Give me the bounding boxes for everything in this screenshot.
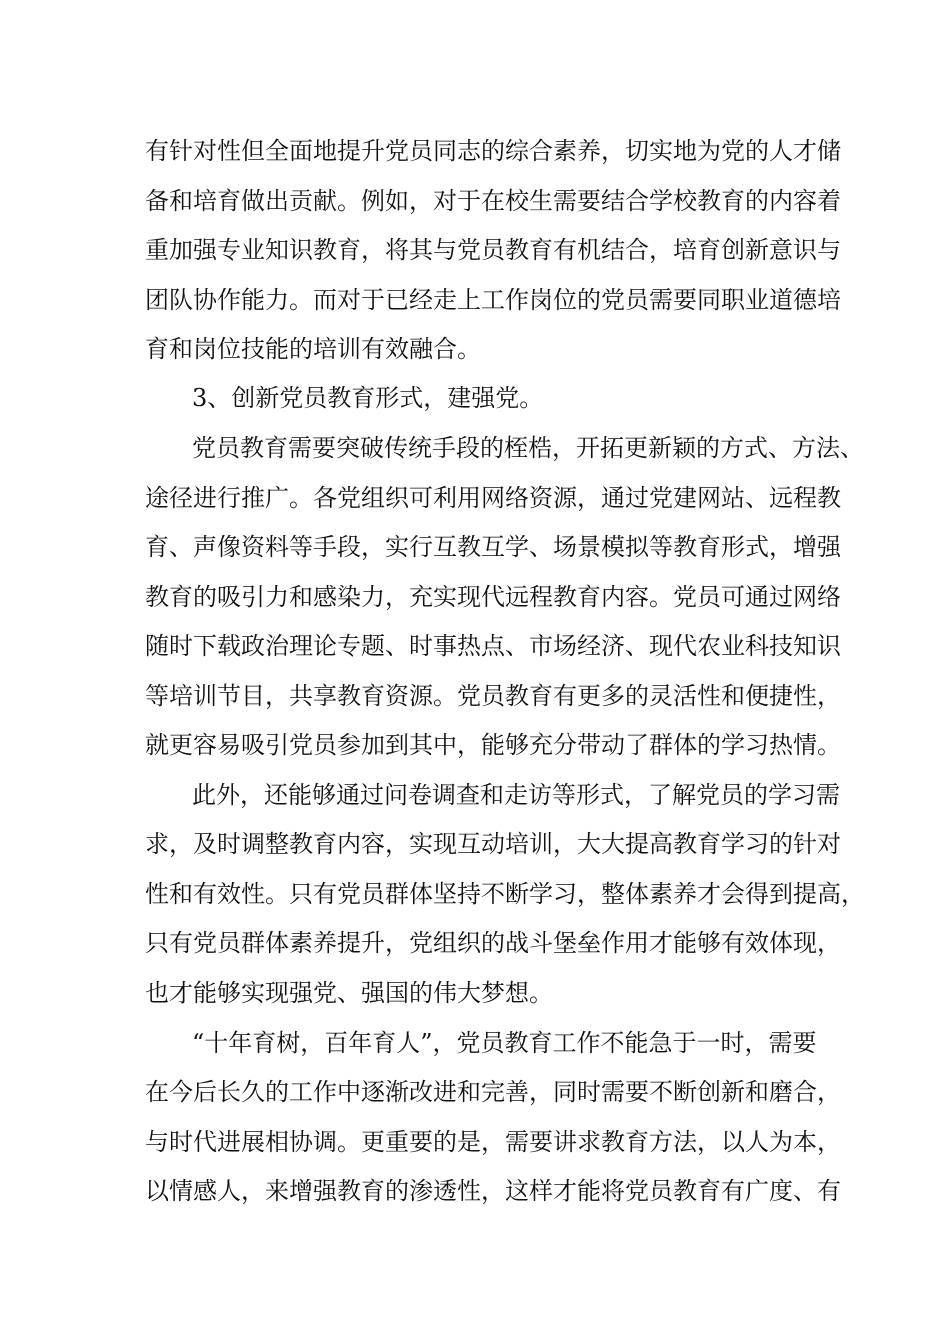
text-line: 求，及时调整教育内容，实现互动培训，大大提高教育学习的针对: [145, 830, 841, 858]
text-line: 等培训节目，共享教育资源。党员教育有更多的灵活性和便捷性，: [145, 682, 841, 710]
text-line: 团队协作能力。而对于已经走上工作岗位的党员需要同职业道德培: [145, 286, 841, 314]
text-line: 与时代进展相协调。更重要的是，需要讲求教育方法，以人为本，: [145, 1128, 841, 1156]
text-line: 育和岗位技能的培训有效融合。: [145, 335, 481, 363]
text-line: 有针对性但全面地提升党员同志的综合素养，切实地为党的人才储: [145, 137, 841, 165]
text-line: 随时下载政治理论专题、时事热点、市场经济、现代农业科技知识: [145, 632, 841, 660]
text-line: 只有党员群体素养提升，党组织的战斗堡垒作用才能够有效体现，: [145, 929, 841, 957]
text-line: 育、声像资料等手段，实行互教互学、场景模拟等教育形式，增强: [145, 533, 841, 561]
text-line: 以情感人，来增强教育的渗透性，这样才能将党员教育有广度、有: [145, 1177, 841, 1205]
text-line: 党员教育需要突破传统手段的桎梏，开拓更新颖的方式、方法、: [192, 434, 864, 462]
text-line: 备和培育做出贡献。例如，对于在校生需要结合学校教育的内容着: [145, 187, 841, 215]
text-line: 此外，还能够通过问卷调查和走访等形式，了解党员的学习需: [192, 781, 840, 809]
text-line: 就更容易吸引党员参加到其中，能够充分带动了群体的学习热情。: [145, 731, 841, 759]
text-line: 重加强专业知识教育，将其与党员教育有机结合，培育创新意识与: [145, 236, 841, 264]
section-heading: 3、创新党员教育形式，建强党。: [192, 384, 544, 412]
text-line: 性和有效性。只有党员群体坚持不断学习，整体素养才会得到提高，: [145, 880, 865, 908]
text-line: 教育的吸引力和感染力，充实现代远程教育内容。党员可通过网络: [145, 583, 841, 611]
text-line: 也才能够实现强党、强国的伟大梦想。: [145, 979, 553, 1007]
text-line: 途径进行推广。各党组织可利用网络资源，通过党建网站、远程教: [145, 484, 841, 512]
text-line: “十年育树，百年育人”，党员教育工作不能急于一时，需要: [192, 1029, 817, 1057]
text-line: 在今后长久的工作中逐渐改进和完善，同时需要不断创新和磨合，: [145, 1078, 841, 1106]
